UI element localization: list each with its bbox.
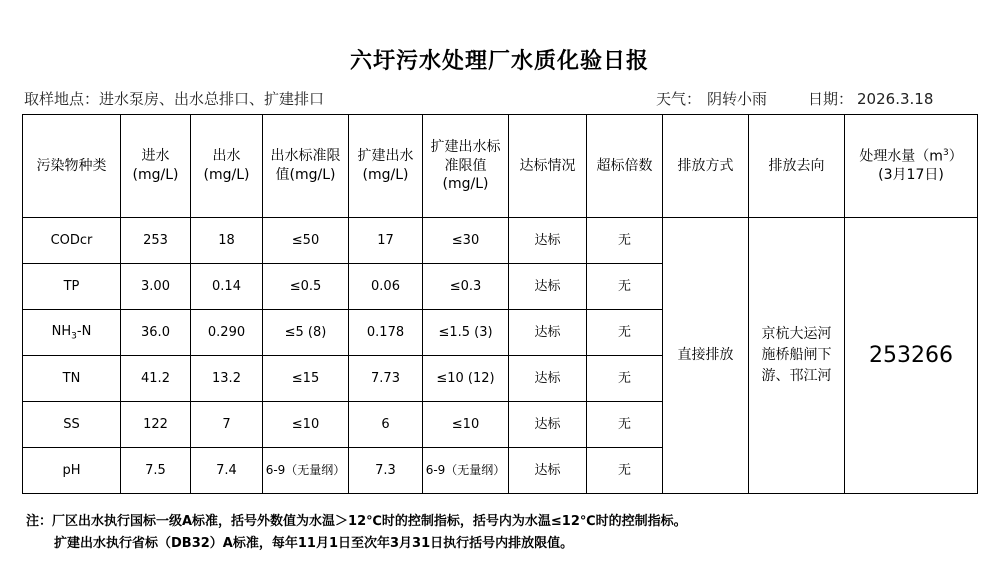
cell-exceed: 无 <box>587 264 663 310</box>
cell-pollutant: pH <box>23 448 121 494</box>
header-exp-limit-l1: 扩建出水标 <box>430 138 501 155</box>
header-outlet-unit: (mg/L) <box>203 167 250 183</box>
header-pollutant: 污染物种类 <box>23 115 121 218</box>
header-compliance: 达标情况 <box>509 115 587 218</box>
cell-exp-outlet: 0.06 <box>349 264 423 310</box>
cell-discharge-mode: 直接排放 <box>663 218 749 494</box>
cell-exceed: 无 <box>587 448 663 494</box>
cell-exceed: 无 <box>587 402 663 448</box>
cell-inlet: 3.00 <box>121 264 191 310</box>
cell-limit: ≤5 (8) <box>263 310 349 356</box>
report-date <box>808 88 933 109</box>
pollutant-tail: -N <box>76 323 92 339</box>
header-outlet-limit-l1: 出水标准限 <box>270 148 341 165</box>
footnote-line-2: 扩建出水执行省标（DB32）A标准，每年11月1日至次年3月31日执行括号内排放限值。 <box>54 536 574 551</box>
cell-inlet: 7.5 <box>121 448 191 494</box>
cell-exceed: 无 <box>587 356 663 402</box>
cell-outlet: 18 <box>191 218 263 264</box>
header-volume-l1: 处理水量（m <box>859 148 943 165</box>
cell-pollutant: TN <box>23 356 121 402</box>
dest-line-3: 游、邗江河 <box>761 368 832 384</box>
cell-outlet: 0.290 <box>191 310 263 356</box>
cell-outlet: 7 <box>191 402 263 448</box>
cell-inlet: 36.0 <box>121 310 191 356</box>
date-label: 日期： <box>808 90 854 108</box>
cell-limit: ≤10 <box>263 402 349 448</box>
header-inlet <box>121 115 191 218</box>
cell-exp-outlet: 17 <box>349 218 423 264</box>
cell-exp-outlet: 7.73 <box>349 356 423 402</box>
cell-compliance: 达标 <box>509 218 587 264</box>
dest-line-2: 施桥船闸下 <box>761 347 832 363</box>
header-outlet-limit <box>263 115 349 218</box>
cell-compliance: 达标 <box>509 310 587 356</box>
report-title: 六圩污水处理厂水质化验日报 <box>349 49 649 74</box>
cell-limit: ≤0.5 <box>263 264 349 310</box>
header-outlet <box>191 115 263 218</box>
date-value: 2026.3.18 <box>857 90 934 108</box>
cell-exceed: 无 <box>587 218 663 264</box>
cell-compliance: 达标 <box>509 402 587 448</box>
header-exp-limit <box>423 115 509 218</box>
cell-compliance: 达标 <box>509 448 587 494</box>
table-header-row <box>23 115 978 218</box>
footnote-line-1: 注：厂区出水执行国标一级A标准，括号外数值为水温＞12℃时的控制指标，括号内为水温≤12℃时的控制指标。 <box>26 514 687 529</box>
footnotes <box>26 511 687 555</box>
pollutant-sub: 3 <box>71 331 77 342</box>
header-exp-limit-l2: 准限值 <box>444 157 487 174</box>
cell-exp-limit: ≤30 <box>423 218 509 264</box>
dest-line-1: 京杭大运河 <box>761 326 832 342</box>
cell-exp-limit: ≤10 (12) <box>423 356 509 402</box>
cell-discharge-dest <box>749 218 845 494</box>
cell-inlet: 253 <box>121 218 191 264</box>
cell-pollutant: TP <box>23 264 121 310</box>
cell-pollutant <box>23 310 121 356</box>
header-exp-outlet <box>349 115 423 218</box>
header-volume-l3: (3月17日) <box>878 167 944 184</box>
sampling-location: 取样地点：进水泵房、出水总排口、扩建排口 <box>24 90 325 108</box>
water-quality-table <box>22 114 978 494</box>
cell-compliance: 达标 <box>509 356 587 402</box>
header-outlet-label: 出水 <box>212 148 241 165</box>
cell-volume: 253266 <box>845 218 978 494</box>
cell-pollutant: CODcr <box>23 218 121 264</box>
table-row <box>23 218 978 264</box>
cell-outlet: 0.14 <box>191 264 263 310</box>
cell-exceed: 无 <box>587 310 663 356</box>
header-volume <box>845 115 978 218</box>
header-inlet-unit: (mg/L) <box>132 167 179 183</box>
cell-exp-outlet: 6 <box>349 402 423 448</box>
cell-outlet: 7.4 <box>191 448 263 494</box>
header-exceed: 超标倍数 <box>587 115 663 218</box>
cell-inlet: 41.2 <box>121 356 191 402</box>
cell-compliance: 达标 <box>509 264 587 310</box>
header-exp-limit-l3: (mg/L) <box>442 176 489 193</box>
header-outlet-limit-l2: 值(mg/L) <box>275 167 336 183</box>
info-bar <box>24 88 976 110</box>
cell-limit: ≤15 <box>263 356 349 402</box>
cell-outlet: 13.2 <box>191 356 263 402</box>
weather <box>656 88 767 109</box>
header-exp-outlet-label: 扩建出水 <box>357 148 414 165</box>
cell-exp-limit: ≤10 <box>423 402 509 448</box>
cell-limit: ≤50 <box>263 218 349 264</box>
cell-exp-outlet: 7.3 <box>349 448 423 494</box>
weather-value: 阴转小雨 <box>707 90 768 108</box>
header-exp-outlet-unit: (mg/L) <box>362 167 409 183</box>
cell-exp-limit: 6-9（无量纲） <box>423 448 509 494</box>
pollutant-main: NH <box>51 323 72 339</box>
header-discharge-mode: 排放方式 <box>663 115 749 218</box>
cell-exp-outlet: 0.178 <box>349 310 423 356</box>
header-discharge-dest: 排放去向 <box>749 115 845 218</box>
weather-label: 天气： <box>656 90 702 108</box>
header-volume-l2: ） <box>948 148 963 165</box>
cell-limit: 6-9（无量纲） <box>263 448 349 494</box>
cell-pollutant: SS <box>23 402 121 448</box>
cell-exp-limit: ≤0.3 <box>423 264 509 310</box>
header-inlet-label: 进水 <box>141 148 170 165</box>
cell-exp-limit: ≤1.5 (3) <box>423 310 509 356</box>
cell-inlet: 122 <box>121 402 191 448</box>
header-volume-sup: 3 <box>942 147 949 158</box>
